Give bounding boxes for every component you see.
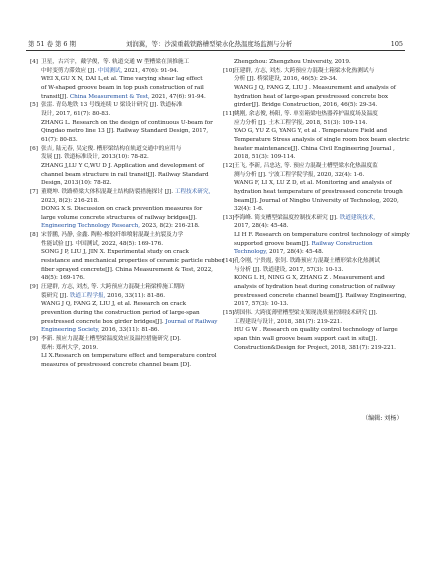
reference-line: 王飞, 李新, 吕忠达, 等. 预应力混凝土槽型梁水化热温度监 <box>234 162 378 169</box>
reference-line: 姚刚, 余志俊, 杨阳, 等. 单室箱梁电热器养护温度场及温度 <box>234 110 378 117</box>
reference-line: 裂研究 [J]. 铁道工程学报, 2016, 33(11): 81-86. <box>41 292 166 299</box>
reference-line: LI X.Research on temperature effect and temperature control <box>41 353 217 360</box>
reference-line: 发展 [J]. 铁道标准设计, 2013(10): 78-82. <box>41 154 149 161</box>
reference-line: WANG F, LI X, LU Z D, et al. Monitoring and analysis of <box>234 180 392 187</box>
reference-line: KONG L H, NING G X, ZHANG Z . Measurement and <box>234 275 385 282</box>
reference-number: [14] <box>223 258 235 265</box>
reference-line: 应力分析 [J]. 土木工程学报, 2018, 51(3): 109-114. <box>234 119 368 126</box>
reference-line: fiber sprayed concrete[J]. China Measurement & Test, 2022, <box>41 266 213 273</box>
reference-number: [5] <box>30 102 38 109</box>
reference-item <box>30 145 214 188</box>
reference-line: 孔令刚, 宁贵霞, 张钊. 铁路预应力混凝土槽形梁水化热测试 <box>234 258 380 265</box>
reference-item <box>223 214 410 257</box>
reference-line: 郑州: 郑州大学, 2019. <box>41 344 98 351</box>
reference-line: YAO G, YU Z G, YANG Y, et al . Temperature Field and <box>234 128 387 135</box>
reference-line: supported groove beam[J]. Railway Construction <box>234 240 373 247</box>
reference-number: [12] <box>223 162 235 169</box>
reference-line: 工程建设与设计, 2018, 381(7): 219-221. <box>234 318 343 325</box>
reference-line: SONG J P, LIU J, JIN X. Experimental study on crack <box>41 249 189 256</box>
reference-line: of W-shaped groove beam in top push construction of rail <box>41 84 204 91</box>
reference-line: 分析 [J]. 桥梁建设, 2016, 46(5): 29-34. <box>234 76 338 83</box>
reference-line: DONG X S. Discussion on crack prevention measures for <box>41 206 203 213</box>
journal-link[interactable]: 中国测试, <box>97 67 123 74</box>
reference-item <box>223 67 407 110</box>
reference-line: 61(7): 80-83. <box>41 136 78 143</box>
reference-item <box>223 110 410 162</box>
reference-line: transit[J]. China Measurement & Test, 2021, 47(6): 91-94. <box>41 93 206 100</box>
reference-line: Qingdao metro line 13 [J]. Railway Standard Design, 2017, <box>41 128 209 135</box>
journal-link[interactable]: China Measurement & Test, <box>69 93 150 100</box>
reference-line: 汪建群, 方志, 刘杰, 等. 大跨预应力混凝土箱梁桥施工期防 <box>41 284 185 291</box>
page-number: 105 <box>390 40 403 48</box>
reference-line: 2023, 8(2): 216-218. <box>41 197 99 204</box>
reference-number: [15] <box>223 310 235 317</box>
journal-link[interactable]: Railway Construction <box>311 240 373 247</box>
reference-line: channel beam structure in rail transit[J]. Railway Standard <box>41 171 209 178</box>
journal-link[interactable]: Engineering Technology Research, <box>41 223 140 230</box>
reference-line: WEI X,GU X N, DAI L,et al. Time varying shear lag effect <box>41 76 203 83</box>
reference-line: 张吉, 陆元春, 吴定俊. 槽形梁结构在轨道交通中的应用与 <box>41 145 182 152</box>
reference-line: prestressed concrete box girder bridges[J]. Journal of Railway <box>41 318 218 325</box>
reference-line: prevention during the construction period of large-span <box>41 310 200 317</box>
reference-line: Engineering Technology Research, 2023, 8(2): 216-218. <box>41 223 200 230</box>
reference-item <box>30 188 214 231</box>
references-left-column <box>30 58 225 370</box>
reference-number: [10] <box>223 67 235 74</box>
reference-line: Design, 2013(10): 78-82. <box>41 180 112 187</box>
reference-line: span thin wall groove beam support cast in situ[J]. <box>234 336 378 342</box>
reference-number: [7] <box>30 188 38 195</box>
reference-number: [9] <box>30 336 38 342</box>
reference-item <box>30 231 225 283</box>
reference-line: 汪建群, 方志, 刘杰. 大跨预应力混凝土箱梁水化热测试与 <box>234 67 375 74</box>
reference-line: measures of prestressed concrete channel beam [D]. <box>41 361 192 368</box>
reference-item <box>30 101 214 144</box>
reference-line: 测与分析 [J]. 宁波工程学院学报, 2020, 32(4): 1-6. <box>234 171 365 178</box>
journal-link[interactable]: 铁道建筑技术, <box>339 214 376 221</box>
reference-item <box>30 58 214 101</box>
reference-line: ZHANG J,LU Y C,WU D J. Application and development of <box>41 162 204 169</box>
journal-link[interactable]: 工程技术研究, <box>174 188 211 195</box>
reference-line: HU G W . Research on quality control technology of large <box>234 327 398 334</box>
issue-label: 第 51 卷 第 6 期 <box>28 40 76 48</box>
reference-line: Zhengzhou: Zhengzhou University, 2019. <box>234 59 351 65</box>
reference-line: girder[J]. Bridge Construction, 2016, 46(5): 29-34. <box>234 102 378 109</box>
references-right-column <box>223 58 410 352</box>
reference-line: 2017, 57(3): 10-13. <box>234 301 289 308</box>
editor-note: （编辑: 刘杨） <box>362 415 403 422</box>
reference-item <box>223 309 407 352</box>
reference-number: [11] <box>223 110 235 117</box>
reference-line: 48(5): 169-176. <box>41 275 85 282</box>
reference-line: 中时变剪力滞效应 [J]. 中国测试, 2021, 47(6): 91-94. <box>41 67 179 74</box>
reference-line: 2018, 51(3): 109-114. <box>234 154 296 161</box>
reference-line: 2017, 28(4): 45-48. <box>234 223 289 230</box>
reference-line: 宋普鹏, 冯静, 金鑫. 陶粒-橡胶纤维喷射混凝土抗裂及力学 <box>41 232 184 239</box>
reference-line: 胡国伟. 大跨度薄壁槽型梁支架现浇质量控制技术研究 [J]. <box>234 310 378 317</box>
reference-line: Engineering Society, 2016, 33(11): 81-86. <box>41 327 160 334</box>
reference-line: Temperature Stress analysis of single room box beam electric <box>234 136 410 143</box>
journal-link[interactable]: 铁道工程学报, <box>69 292 106 299</box>
reference-line: 董晓坤. 铁路桥梁大体积混凝土结构防裂措施探讨 [J]. 工程技术研究, <box>41 188 211 195</box>
journal-link[interactable]: Engineering Society, <box>41 327 100 334</box>
journal-link[interactable]: Journal of Railway <box>165 318 218 325</box>
reference-number: [8] <box>30 232 38 239</box>
reference-line: analysis of hydration heat during construction of railway <box>234 284 396 291</box>
reference-line: 张雷. 青岛地铁 13 号线连续 U 梁设计研究 [J]. 铁道标准 <box>41 102 183 109</box>
reference-line: beam[J]. Journal of Ningbo University of Technolog, 2020, <box>234 197 399 204</box>
reference-line: 卫星，古兴宇，戴学俊，等. 轨道交通 W 型槽梁在顶推施工 <box>41 59 190 65</box>
reference-line: hydration heat temperature of prestressed concrete trough <box>234 188 403 195</box>
reference-line: WANG J Q, FANG Z, LIU J, et al. Research on crack <box>41 301 186 308</box>
reference-number: [6] <box>30 145 38 152</box>
reference-line: hydration heat of large-span prestressed concrete box <box>234 93 389 100</box>
reference-line: WANG J Q, FANG Z, LIU J . Measurement and analysis of <box>234 84 396 91</box>
reference-line: Construction&Design for Project, 2018, 381(7): 219-221. <box>234 344 396 351</box>
reference-line: large volume concrete structures of railway bridges[J]. <box>41 214 197 221</box>
reference-line: Technology, 2017, 28(4): 45-48. <box>234 249 324 256</box>
reference-number: [4] <box>30 59 38 65</box>
reference-line: resistance and mechanical properties of ceramic particle rubber <box>41 258 225 265</box>
reference-line: 32(4): 1-6. <box>234 206 264 213</box>
reference-item <box>223 58 407 67</box>
running-header <box>26 38 405 51</box>
reference-line: 设计, 2017, 61(7): 80-83. <box>41 110 111 117</box>
reference-item <box>223 162 407 214</box>
reference-line: heater maintenance[J]. China Civil Engineering Journal , <box>234 145 395 152</box>
reference-line: LI H F. Research on temperature control technology of simply <box>234 232 410 239</box>
journal-link[interactable]: Technology, <box>234 249 268 256</box>
reference-line: ZHANG L. Research on the design of continuous U-beam for <box>41 119 213 126</box>
reference-line: 与分析 [J]. 铁道建设, 2017, 57(3): 10-13. <box>234 266 344 273</box>
reference-item <box>30 283 218 335</box>
reference-item <box>223 257 407 309</box>
reference-line: 李新. 预应力混凝土槽型梁温度效应及温控措施研究 [D]. <box>41 336 181 342</box>
reference-line: prestressed concrete channel beam[J]. Railway Engineering, <box>234 292 407 299</box>
article-running-title: 刘润翼，等：沙漠重载铁路槽型梁水化热温度场监测与分析 <box>126 40 293 48</box>
reference-line: 李海峰. 简支槽型梁温度控制技术研究 [J]. 铁道建筑技术, <box>234 214 376 221</box>
reference-number: [9] <box>30 284 38 291</box>
reference-line: 性能试验 [J]. 中国测试, 2022, 48(5): 169-176. <box>41 240 163 247</box>
reference-item <box>30 335 217 370</box>
reference-number: [13] <box>223 214 235 221</box>
